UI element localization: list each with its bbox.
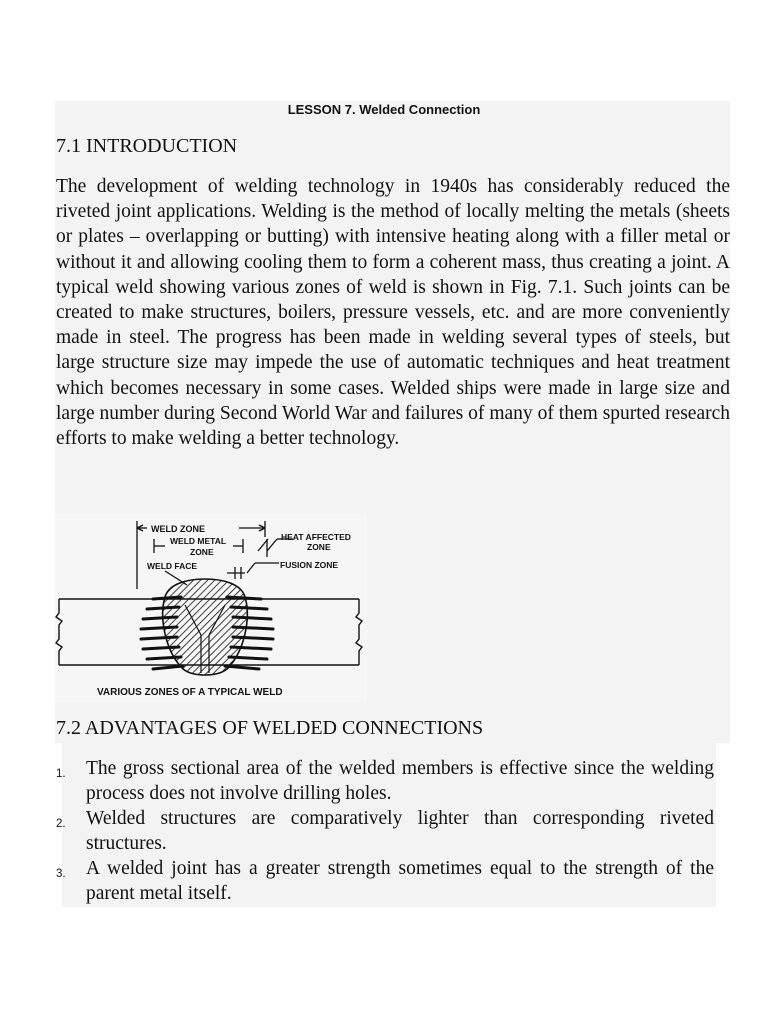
label-weld-metal: WELD METAL	[170, 536, 227, 546]
list-text: The gross sectional area of the welded members is effective since the welding process does not involve drilling holes.	[86, 758, 714, 804]
introduction-paragraph: The development of welding technology in 1940s has considerably reduced the riveted joint applications. Welding is the method of locally melting the metals (sheets or plates – overlapping or butting) with intensive heating along with a filler metal or without it and allowing cooling them to form a coherent mass, thus creating a joint. A typical weld showing various zones of weld is shown in Fig. 7.1. Such joints can be created to make structures, boilers, pressure vessels, etc. and are more conveniently made in steel. The progress has been made in welding several types of steels, but large structure size may impede the use of automatic techniques and heat treatment which becomes necessary in some cases. Welded ships were made in large size and large number during Second World War and failures of many of them spurted research efforts to make welding a better technology.	[56, 176, 730, 450]
section-heading-advantages: 7.2 ADVANTAGES OF WELDED CONNECTIONS	[56, 717, 484, 739]
label-heat-affected: HEAT AFFECTED	[281, 532, 351, 542]
list-text: Welded structures are comparatively lighter than corresponding riveted structures.	[86, 808, 714, 854]
list-item	[56, 856, 714, 906]
label-weld-zone: WELD ZONE	[151, 524, 205, 534]
figure-caption: VARIOUS ZONES OF A TYPICAL WELD	[97, 687, 283, 698]
weld-metal-bead	[163, 579, 248, 675]
list-item	[56, 806, 714, 856]
label-weld-face: WELD FACE	[147, 561, 198, 571]
lesson-title: LESSON 7. Welded Connection	[287, 102, 481, 117]
weld-zones-figure	[55, 513, 367, 703]
list-text: A welded joint has a greater strength sometimes equal to the strength of the parent metal itself.	[86, 858, 714, 904]
label-weld-metal-zone: ZONE	[190, 547, 214, 557]
list-number: 3.	[56, 868, 66, 880]
label-heat-affected-zone: ZONE	[307, 542, 331, 552]
list-number: 1.	[56, 768, 66, 780]
label-fusion-zone: FUSION ZONE	[280, 560, 339, 570]
section-heading-introduction: 7.1 INTRODUCTION	[56, 135, 238, 157]
advantages-list	[56, 756, 714, 906]
list-number: 2.	[56, 818, 66, 830]
list-item	[56, 756, 714, 806]
